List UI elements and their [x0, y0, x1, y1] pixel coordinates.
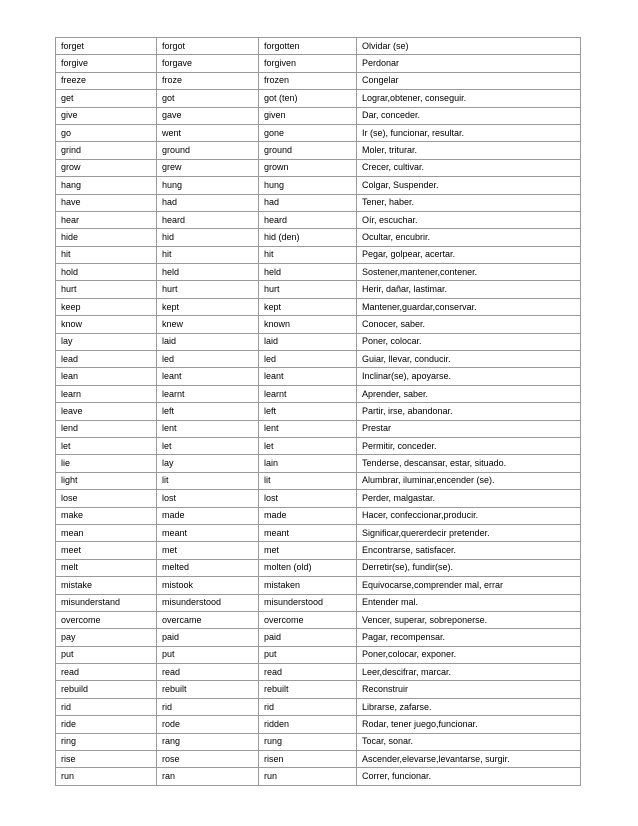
past-participle-cell: molten (old)	[259, 559, 357, 576]
spanish-meaning-cell: Aprender, saber.	[357, 385, 581, 402]
past-simple-cell: rebuilt	[157, 681, 259, 698]
past-participle-cell: forgotten	[259, 38, 357, 55]
past-participle-cell: meant	[259, 524, 357, 541]
infinitive-cell: leave	[56, 403, 157, 420]
spanish-meaning-cell: Encontrarse, satisfacer.	[357, 542, 581, 559]
infinitive-cell: melt	[56, 559, 157, 576]
past-participle-cell: lent	[259, 420, 357, 437]
past-simple-cell: gave	[157, 107, 259, 124]
infinitive-cell: mistake	[56, 577, 157, 594]
past-simple-cell: ran	[157, 768, 259, 785]
spanish-meaning-cell: Congelar	[357, 72, 581, 89]
spanish-meaning-cell: Correr, funcionar.	[357, 768, 581, 785]
spanish-meaning-cell: Crecer, cultivar.	[357, 159, 581, 176]
past-simple-cell: read	[157, 664, 259, 681]
past-simple-cell: met	[157, 542, 259, 559]
past-simple-cell: overcame	[157, 611, 259, 628]
past-simple-cell: paid	[157, 629, 259, 646]
infinitive-cell: lay	[56, 333, 157, 350]
past-participle-cell: met	[259, 542, 357, 559]
past-participle-cell: put	[259, 646, 357, 663]
table-row	[56, 55, 581, 72]
past-simple-cell: lit	[157, 472, 259, 489]
table-row	[56, 472, 581, 489]
spanish-meaning-cell: Derretir(se), fundir(se).	[357, 559, 581, 576]
past-participle-cell: forgiven	[259, 55, 357, 72]
past-simple-cell: melted	[157, 559, 259, 576]
infinitive-cell: learn	[56, 385, 157, 402]
past-participle-cell: grown	[259, 159, 357, 176]
infinitive-cell: pay	[56, 629, 157, 646]
table-row	[56, 733, 581, 750]
spanish-meaning-cell: Vencer, superar, sobreponerse.	[357, 611, 581, 628]
past-participle-cell: rid	[259, 698, 357, 715]
past-participle-cell: hurt	[259, 281, 357, 298]
verb-table-body	[56, 38, 581, 786]
past-simple-cell: hid	[157, 229, 259, 246]
table-row	[56, 664, 581, 681]
infinitive-cell: run	[56, 768, 157, 785]
past-participle-cell: rebuilt	[259, 681, 357, 698]
spanish-meaning-cell: Prestar	[357, 420, 581, 437]
past-participle-cell: rung	[259, 733, 357, 750]
table-row	[56, 681, 581, 698]
table-row	[56, 385, 581, 402]
spanish-meaning-cell: Significar,quererdecir pretender.	[357, 524, 581, 541]
infinitive-cell: rise	[56, 751, 157, 768]
infinitive-cell: lead	[56, 351, 157, 368]
irregular-verbs-table	[55, 37, 581, 786]
past-simple-cell: let	[157, 437, 259, 454]
past-participle-cell: laid	[259, 333, 357, 350]
past-simple-cell: rose	[157, 751, 259, 768]
past-participle-cell: leant	[259, 368, 357, 385]
table-row	[56, 316, 581, 333]
infinitive-cell: make	[56, 507, 157, 524]
infinitive-cell: let	[56, 437, 157, 454]
table-row	[56, 577, 581, 594]
past-simple-cell: lost	[157, 490, 259, 507]
infinitive-cell: have	[56, 194, 157, 211]
spanish-meaning-cell: Alumbrar, iluminar,encender (se).	[357, 472, 581, 489]
infinitive-cell: mean	[56, 524, 157, 541]
infinitive-cell: ring	[56, 733, 157, 750]
infinitive-cell: grow	[56, 159, 157, 176]
past-simple-cell: grew	[157, 159, 259, 176]
past-participle-cell: given	[259, 107, 357, 124]
spanish-meaning-cell: Perdonar	[357, 55, 581, 72]
infinitive-cell: hide	[56, 229, 157, 246]
table-row	[56, 107, 581, 124]
past-participle-cell: lost	[259, 490, 357, 507]
past-participle-cell: known	[259, 316, 357, 333]
infinitive-cell: hang	[56, 177, 157, 194]
spanish-meaning-cell: Guiar, llevar, conducir.	[357, 351, 581, 368]
table-row	[56, 455, 581, 472]
spanish-meaning-cell: Moler, triturar.	[357, 142, 581, 159]
table-row	[56, 333, 581, 350]
infinitive-cell: lend	[56, 420, 157, 437]
past-simple-cell: made	[157, 507, 259, 524]
table-row	[56, 246, 581, 263]
infinitive-cell: overcome	[56, 611, 157, 628]
spanish-meaning-cell: Reconstruir	[357, 681, 581, 698]
spanish-meaning-cell: Librarse, zafarse.	[357, 698, 581, 715]
spanish-meaning-cell: Oír, escuchar.	[357, 211, 581, 228]
past-participle-cell: ridden	[259, 716, 357, 733]
infinitive-cell: go	[56, 124, 157, 141]
past-simple-cell: rid	[157, 698, 259, 715]
infinitive-cell: rebuild	[56, 681, 157, 698]
spanish-meaning-cell: Sostener,mantener,contener.	[357, 264, 581, 281]
spanish-meaning-cell: Pagar, recompensar.	[357, 629, 581, 646]
table-row	[56, 646, 581, 663]
table-row	[56, 420, 581, 437]
past-participle-cell: led	[259, 351, 357, 368]
past-participle-cell: lain	[259, 455, 357, 472]
table-row	[56, 629, 581, 646]
table-row	[56, 229, 581, 246]
infinitive-cell: lose	[56, 490, 157, 507]
spanish-meaning-cell: Pegar, golpear, acertar.	[357, 246, 581, 263]
spanish-meaning-cell: Olvidar (se)	[357, 38, 581, 55]
table-row	[56, 751, 581, 768]
infinitive-cell: hit	[56, 246, 157, 263]
past-simple-cell: leant	[157, 368, 259, 385]
table-row	[56, 559, 581, 576]
table-row	[56, 507, 581, 524]
past-participle-cell: hid (den)	[259, 229, 357, 246]
spanish-meaning-cell: Hacer, confeccionar,producir.	[357, 507, 581, 524]
table-row	[56, 368, 581, 385]
past-simple-cell: ground	[157, 142, 259, 159]
table-row	[56, 211, 581, 228]
past-simple-cell: hit	[157, 246, 259, 263]
spanish-meaning-cell: Perder, malgastar.	[357, 490, 581, 507]
spanish-meaning-cell: Tenderse, descansar, estar, situado.	[357, 455, 581, 472]
infinitive-cell: lean	[56, 368, 157, 385]
infinitive-cell: forgive	[56, 55, 157, 72]
table-row	[56, 698, 581, 715]
past-participle-cell: left	[259, 403, 357, 420]
table-row	[56, 159, 581, 176]
past-participle-cell: heard	[259, 211, 357, 228]
past-simple-cell: froze	[157, 72, 259, 89]
past-simple-cell: laid	[157, 333, 259, 350]
infinitive-cell: light	[56, 472, 157, 489]
infinitive-cell: rid	[56, 698, 157, 715]
past-participle-cell: hung	[259, 177, 357, 194]
past-simple-cell: kept	[157, 298, 259, 315]
spanish-meaning-cell: Entender mal.	[357, 594, 581, 611]
spanish-meaning-cell: Permitir, conceder.	[357, 437, 581, 454]
past-simple-cell: lay	[157, 455, 259, 472]
past-participle-cell: learnt	[259, 385, 357, 402]
infinitive-cell: forget	[56, 38, 157, 55]
spanish-meaning-cell: Lograr,obtener, conseguir.	[357, 90, 581, 107]
past-simple-cell: learnt	[157, 385, 259, 402]
table-row	[56, 768, 581, 785]
past-participle-cell: ground	[259, 142, 357, 159]
past-participle-cell: frozen	[259, 72, 357, 89]
spanish-meaning-cell: Ir (se), funcionar, resultar.	[357, 124, 581, 141]
past-simple-cell: had	[157, 194, 259, 211]
past-simple-cell: led	[157, 351, 259, 368]
past-participle-cell: kept	[259, 298, 357, 315]
table-row	[56, 716, 581, 733]
infinitive-cell: hear	[56, 211, 157, 228]
past-simple-cell: mistook	[157, 577, 259, 594]
infinitive-cell: get	[56, 90, 157, 107]
infinitive-cell: meet	[56, 542, 157, 559]
infinitive-cell: lie	[56, 455, 157, 472]
table-row	[56, 490, 581, 507]
past-participle-cell: paid	[259, 629, 357, 646]
spanish-meaning-cell: Conocer, saber.	[357, 316, 581, 333]
past-participle-cell: overcome	[259, 611, 357, 628]
past-simple-cell: hung	[157, 177, 259, 194]
past-simple-cell: left	[157, 403, 259, 420]
past-participle-cell: misunderstood	[259, 594, 357, 611]
spanish-meaning-cell: Herir, dañar, lastimar.	[357, 281, 581, 298]
past-simple-cell: forgot	[157, 38, 259, 55]
past-participle-cell: had	[259, 194, 357, 211]
table-row	[56, 611, 581, 628]
past-participle-cell: got (ten)	[259, 90, 357, 107]
infinitive-cell: know	[56, 316, 157, 333]
spanish-meaning-cell: Rodar, tener juego,funcionar.	[357, 716, 581, 733]
spanish-meaning-cell: Equivocarse,comprender mal, errar	[357, 577, 581, 594]
table-row	[56, 298, 581, 315]
past-participle-cell: risen	[259, 751, 357, 768]
past-simple-cell: hurt	[157, 281, 259, 298]
table-row	[56, 90, 581, 107]
table-row	[56, 542, 581, 559]
past-participle-cell: run	[259, 768, 357, 785]
past-participle-cell: read	[259, 664, 357, 681]
table-row	[56, 281, 581, 298]
past-simple-cell: meant	[157, 524, 259, 541]
spanish-meaning-cell: Colgar, Suspender.	[357, 177, 581, 194]
past-participle-cell: hit	[259, 246, 357, 263]
past-simple-cell: lent	[157, 420, 259, 437]
past-participle-cell: made	[259, 507, 357, 524]
past-participle-cell: lit	[259, 472, 357, 489]
spanish-meaning-cell: Dar, conceder.	[357, 107, 581, 124]
past-participle-cell: held	[259, 264, 357, 281]
infinitive-cell: ride	[56, 716, 157, 733]
infinitive-cell: give	[56, 107, 157, 124]
infinitive-cell: misunderstand	[56, 594, 157, 611]
table-row	[56, 124, 581, 141]
past-simple-cell: held	[157, 264, 259, 281]
past-participle-cell: gone	[259, 124, 357, 141]
table-row	[56, 351, 581, 368]
spanish-meaning-cell: Tener, haber.	[357, 194, 581, 211]
table-row	[56, 594, 581, 611]
past-simple-cell: forgave	[157, 55, 259, 72]
spanish-meaning-cell: Ascender,elevarse,levantarse, surgir.	[357, 751, 581, 768]
infinitive-cell: hold	[56, 264, 157, 281]
infinitive-cell: read	[56, 664, 157, 681]
table-row	[56, 38, 581, 55]
table-row	[56, 72, 581, 89]
spanish-meaning-cell: Partir, irse, abandonar.	[357, 403, 581, 420]
spanish-meaning-cell: Leer,descifrar, marcar.	[357, 664, 581, 681]
past-simple-cell: knew	[157, 316, 259, 333]
spanish-meaning-cell: Inclinar(se), apoyarse.	[357, 368, 581, 385]
spanish-meaning-cell: Poner, colocar.	[357, 333, 581, 350]
past-participle-cell: let	[259, 437, 357, 454]
table-row	[56, 194, 581, 211]
infinitive-cell: keep	[56, 298, 157, 315]
spanish-meaning-cell: Poner,colocar, exponer.	[357, 646, 581, 663]
table-row	[56, 403, 581, 420]
past-simple-cell: misunderstood	[157, 594, 259, 611]
past-simple-cell: rode	[157, 716, 259, 733]
table-row	[56, 524, 581, 541]
past-simple-cell: got	[157, 90, 259, 107]
infinitive-cell: freeze	[56, 72, 157, 89]
past-simple-cell: rang	[157, 733, 259, 750]
table-row	[56, 142, 581, 159]
table-row	[56, 437, 581, 454]
infinitive-cell: put	[56, 646, 157, 663]
spanish-meaning-cell: Mantener,guardar,conservar.	[357, 298, 581, 315]
infinitive-cell: hurt	[56, 281, 157, 298]
past-simple-cell: put	[157, 646, 259, 663]
table-row	[56, 264, 581, 281]
past-participle-cell: mistaken	[259, 577, 357, 594]
past-simple-cell: went	[157, 124, 259, 141]
past-simple-cell: heard	[157, 211, 259, 228]
table-row	[56, 177, 581, 194]
spanish-meaning-cell: Ocultar, encubrir.	[357, 229, 581, 246]
infinitive-cell: grind	[56, 142, 157, 159]
spanish-meaning-cell: Tocar, sonar.	[357, 733, 581, 750]
